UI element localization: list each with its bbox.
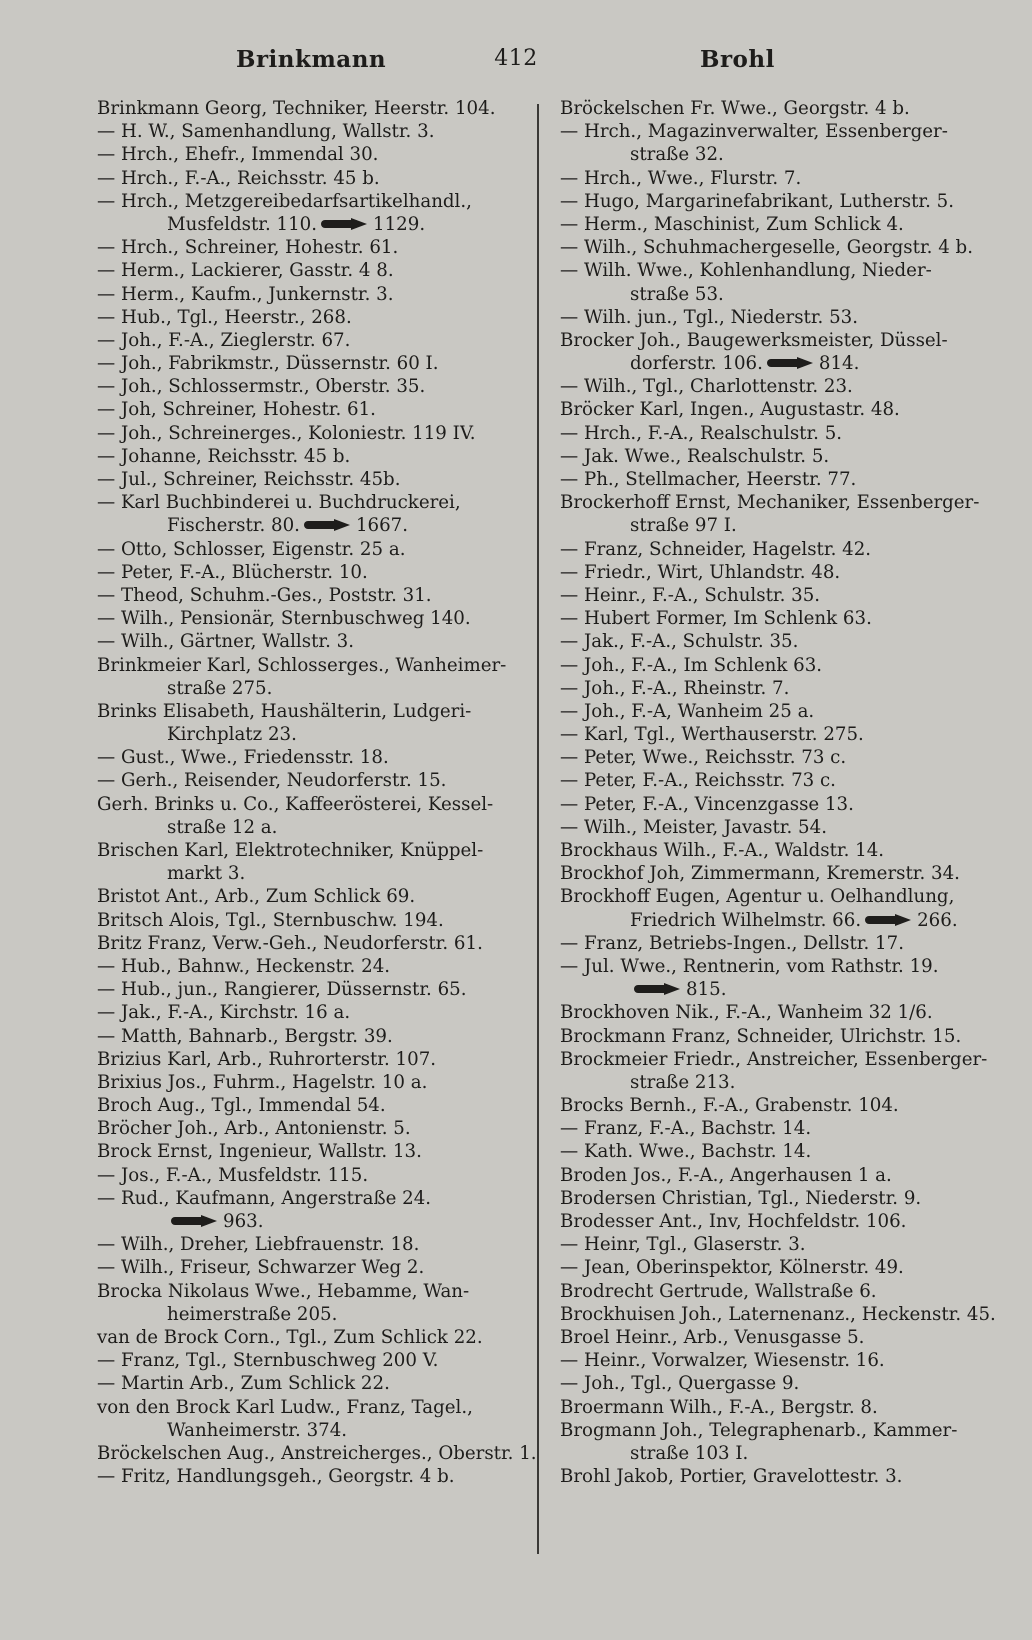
directory-entry-line <box>560 422 992 445</box>
entry-text: — H. W., Samenhandlung, Wallstr. 3. <box>97 121 435 143</box>
directory-entry-line <box>560 352 992 375</box>
directory-entry-line <box>97 422 517 445</box>
entry-text: — Wilh. jun., Tgl., Niederstr. 53. <box>560 306 859 328</box>
directory-entry-line <box>97 375 517 398</box>
directory-entry-line <box>560 329 992 352</box>
directory-entry-line <box>97 561 517 584</box>
entry-text: — Jul., Schreiner, Reichsstr. 45b. <box>97 469 401 490</box>
entry-text: Brodersen Christian, Tgl., Niederstr. 9. <box>560 1187 922 1209</box>
entry-text: — Joh., Schreinerges., Koloniestr. 119 IV. <box>97 422 476 444</box>
entry-text: Wanheimerstr. 374. <box>167 1419 348 1441</box>
directory-entry-line <box>97 885 517 908</box>
entry-text: Bröcker Karl, Ingen., Augustastr. 48. <box>560 399 900 421</box>
directory-entry-line <box>560 654 992 677</box>
entry-text: — Wilh., Tgl., Charlottenstr. 23. <box>560 376 853 398</box>
page-number: 412 <box>494 46 538 71</box>
directory-entry-line <box>97 1187 517 1210</box>
directory-entry-line <box>97 630 517 653</box>
directory-entry-line <box>560 839 992 862</box>
directory-entry-line <box>560 1001 992 1024</box>
entry-text: straße 213. <box>630 1071 736 1093</box>
directory-entry-line <box>560 561 992 584</box>
entry-text: — Otto, Schlosser, Eigenstr. 25 a. <box>97 538 406 560</box>
directory-entry-line <box>560 190 992 213</box>
directory-entry-line <box>560 932 992 955</box>
entry-text: — Hub., Bahnw., Heckenstr. 24. <box>97 955 391 977</box>
directory-entry-line <box>97 1465 517 1488</box>
directory-entry-line <box>97 1140 517 1163</box>
entry-text: Brocks Bernh., F.-A., Grabenstr. 104. <box>560 1095 899 1117</box>
directory-entry-line <box>97 329 517 352</box>
directory-entry-line <box>97 143 517 166</box>
directory-entry-line <box>560 793 992 816</box>
entry-text: 266. <box>917 909 958 931</box>
telephone-pointer-icon <box>321 218 369 231</box>
directory-entry-line <box>97 1233 517 1256</box>
directory-entry-line <box>560 213 992 236</box>
directory-entry-line <box>97 955 517 978</box>
directory-entry-line <box>97 816 517 839</box>
directory-entry-line <box>97 793 517 816</box>
directory-entry-line <box>97 1210 517 1233</box>
directory-entry-line <box>97 259 517 282</box>
entry-text: — Peter, F.-A., Blücherstr. 10. <box>97 561 368 583</box>
entry-text: — Hub., jun., Rangierer, Düssernstr. 65. <box>97 979 467 1001</box>
directory-entry-line <box>560 746 992 769</box>
entry-text: — Hub., Tgl., Heerstr., 268. <box>97 306 352 328</box>
entry-text: — Hrch., F.-A., Realschulstr. 5. <box>560 422 843 444</box>
entry-text: Brixius Jos., Fuhrm., Hagelstr. 10 a. <box>97 1071 428 1093</box>
directory-entry-line <box>560 700 992 723</box>
entry-text: Bröckelschen Fr. Wwe., Georgstr. 4 b. <box>560 98 910 119</box>
directory-entry-line <box>97 1349 517 1372</box>
entry-text: — Hrch., Metzgereibedarfsartikelhandl., <box>97 190 472 212</box>
directory-entry-line <box>560 1256 992 1279</box>
directory-entry-line <box>560 978 992 1001</box>
entry-text: — Joh., Fabrikmstr., Düssernstr. 60 I. <box>97 353 439 375</box>
directory-entry-line <box>560 1280 992 1303</box>
entry-text: 963. <box>223 1211 264 1232</box>
entry-text: straße 53. <box>630 283 724 305</box>
entry-text: — Karl Buchbinderei u. Buchdruckerei, <box>97 492 461 514</box>
directory-entry-line <box>560 1140 992 1163</box>
directory-entry-line <box>560 1094 992 1117</box>
directory-entry-line <box>97 1256 517 1279</box>
entry-text: — Jos., F.-A., Musfeldstr. 115. <box>97 1164 369 1186</box>
entry-text: — Hrch., F.-A., Reichsstr. 45 b. <box>97 167 380 189</box>
entry-text: — Franz, Tgl., Sternbuschweg 200 V. <box>97 1350 439 1372</box>
entry-text: Broch Aug., Tgl., Immendal 54. <box>97 1095 386 1117</box>
entry-text: 1129. <box>373 213 426 235</box>
entry-text: straße 275. <box>167 677 273 699</box>
directory-entry-line <box>560 769 992 792</box>
directory-entry-line <box>97 306 517 329</box>
directory-entry-line <box>560 306 992 329</box>
telephone-pointer-icon <box>304 519 352 532</box>
entry-text: — Heinr, Tgl., Glaserstr. 3. <box>560 1234 806 1256</box>
entry-text: straße 103 I. <box>630 1442 749 1464</box>
directory-entry-line <box>97 677 517 700</box>
directory-entry-line <box>560 398 992 421</box>
directory-entry-line <box>97 514 517 537</box>
directory-entry-line <box>97 97 517 120</box>
directory-entry-line <box>560 1164 992 1187</box>
entry-text: — Joh., F.-A., Rheinstr. 7. <box>560 677 790 699</box>
entry-text: — Karl, Tgl., Werthauserstr. 275. <box>560 724 864 746</box>
entry-text: Kirchplatz 23. <box>167 724 297 746</box>
directory-entry-line <box>560 1303 996 1326</box>
entry-text: — Joh, Schreiner, Hohestr. 61. <box>97 399 376 421</box>
header-right-keyword: Brohl <box>700 46 775 73</box>
entry-text: Bröckelschen Aug., Anstreicherges., Oberstr. 1. <box>97 1442 537 1464</box>
entry-text: — Jak., F.-A., Schulstr. 35. <box>560 631 799 653</box>
entry-text: — Hrch., Ehefr., Immendal 30. <box>97 144 379 166</box>
entry-text: straße 12 a. <box>167 816 278 838</box>
header-left-keyword: Brinkmann <box>236 46 387 73</box>
directory-entry-line <box>560 723 992 746</box>
directory-entry-line <box>97 1117 517 1140</box>
entry-text: — Wilh., Friseur, Schwarzer Weg 2. <box>97 1257 425 1279</box>
directory-entry-line <box>560 955 992 978</box>
entry-text: Friedrich Wilhelmstr. 66. <box>630 909 862 931</box>
directory-entry-line <box>97 584 517 607</box>
directory-entry-line <box>97 398 517 421</box>
directory-entry-line <box>97 978 517 1001</box>
directory-entry-line <box>560 514 992 537</box>
left-column <box>97 97 537 1488</box>
entry-text: Brockhoven Nik., F.-A., Wanheim 32 1/6. <box>560 1002 933 1024</box>
entry-text: — Joh., Schlossermstr., Oberstr. 35. <box>97 376 426 398</box>
entry-text: Brischen Karl, Elektrotechniker, Knüppel- <box>97 840 484 861</box>
entry-text: — Franz, Schneider, Hagelstr. 42. <box>560 538 872 560</box>
telephone-pointer-icon <box>767 357 815 370</box>
entry-text: — Peter, F.-A., Reichsstr. 73 c. <box>560 770 836 792</box>
directory-entry-line <box>97 607 517 630</box>
entry-text: — Ph., Stellmacher, Heerstr. 77. <box>560 469 857 490</box>
entry-text: straße 32. <box>630 144 724 166</box>
entry-text: — Gerh., Reisender, Neudorferstr. 15. <box>97 770 447 792</box>
directory-entry-line <box>560 375 992 398</box>
entry-text: Brinkmeier Karl, Schlosserges., Wanheimer- <box>97 654 507 676</box>
entry-text: — Jak., F.-A., Kirchstr. 16 a. <box>97 1002 351 1024</box>
directory-entry-line <box>97 1001 517 1024</box>
column-divider <box>537 104 539 1554</box>
directory-entry-line <box>560 236 992 259</box>
entry-text: Musfeldstr. 110. <box>167 213 318 235</box>
directory-entry-line <box>560 885 992 908</box>
directory-entry-line <box>97 839 517 862</box>
directory-entry-line <box>560 1372 992 1395</box>
entry-text: Brinks Elisabeth, Haushälterin, Ludgeri- <box>97 700 472 722</box>
entry-text: — Gust., Wwe., Friedensstr. 18. <box>97 747 389 769</box>
directory-entry-line <box>560 1210 992 1233</box>
directory-entry-line <box>97 932 517 955</box>
directory-entry-line <box>97 1094 517 1117</box>
telephone-pointer-icon <box>865 914 913 927</box>
entry-text: Brockhof Joh, Zimmermann, Kremerstr. 34. <box>560 863 960 885</box>
entry-text: — Wilh., Pensionär, Sternbuschweg 140. <box>97 608 471 630</box>
directory-entry-line <box>97 1164 517 1187</box>
entry-text: — Wilh. Wwe., Kohlenhandlung, Nieder- <box>560 260 932 282</box>
entry-text: Brockhaus Wilh., F.-A., Waldstr. 14. <box>560 840 885 861</box>
directory-entry-line <box>97 1025 517 1048</box>
entry-text: Brock Ernst, Ingenieur, Wallstr. 13. <box>97 1141 422 1163</box>
directory-entry-line <box>97 445 517 468</box>
directory-entry-line <box>560 259 992 282</box>
directory-entry-line <box>97 1442 537 1465</box>
entry-text: — Friedr., Wirt, Uhlandstr. 48. <box>560 561 841 583</box>
entry-text: — Heinr., F.-A., Schulstr. 35. <box>560 584 821 606</box>
directory-entry-line <box>560 1326 992 1349</box>
directory-entry-line <box>560 491 992 514</box>
directory-entry-line <box>560 468 992 491</box>
directory-entry-line <box>560 1025 992 1048</box>
entry-text: — Hrch., Magazinverwalter, Essenberger- <box>560 121 948 143</box>
entry-text: — Hubert Former, Im Schlenk 63. <box>560 608 872 630</box>
entry-text: — Martin Arb., Zum Schlick 22. <box>97 1373 390 1395</box>
directory-entry-line <box>560 677 992 700</box>
entry-text: — Herm., Maschinist, Zum Schlick 4. <box>560 213 904 235</box>
entry-text: — Heinr., Vorwalzer, Wiesenstr. 16. <box>560 1350 885 1372</box>
directory-entry-line <box>97 909 517 932</box>
entry-text: von den Brock Karl Ludw., Franz, Tagel., <box>97 1396 473 1418</box>
entry-text: — Jak. Wwe., Realschulstr. 5. <box>560 445 830 467</box>
entry-text: — Fritz, Handlungsgeh., Georgstr. 4 b. <box>97 1466 455 1488</box>
directory-entry-line <box>97 1396 517 1419</box>
directory-entry-line <box>97 538 517 561</box>
entry-text: Brockhoff Eugen, Agentur u. Oelhandlung, <box>560 886 955 908</box>
entry-text: — Wilh., Schuhmachergeselle, Georgstr. 4 b. <box>560 237 973 259</box>
entry-text: Brinkmann Georg, Techniker, Heerstr. 104. <box>97 98 496 119</box>
directory-entry-line <box>97 491 517 514</box>
directory-entry-line <box>97 1419 517 1442</box>
entry-text: — Hugo, Margarinefabrikant, Lutherstr. 5. <box>560 190 955 212</box>
entry-text: Brockmann Franz, Schneider, Ulrichstr. 15. <box>560 1025 962 1047</box>
entry-text: — Peter, F.-A., Vincenzgasse 13. <box>560 793 854 815</box>
entry-text: dorferstr. 106. <box>630 353 763 375</box>
directory-entry-line <box>97 1303 517 1326</box>
entry-text: — Wilh., Gärtner, Wallstr. 3. <box>97 631 354 653</box>
directory-entry-line <box>97 746 517 769</box>
directory-entry-line <box>97 1280 517 1303</box>
entry-text: — Hrch., Schreiner, Hohestr. 61. <box>97 237 399 259</box>
directory-entry-line <box>560 445 992 468</box>
entry-text: Broden Jos., F.-A., Angerhausen 1 a. <box>560 1164 892 1186</box>
directory-entry-line <box>97 1372 517 1395</box>
entry-text: Broermann Wilh., F.-A., Bergstr. 8. <box>560 1396 878 1418</box>
entry-text: Brodrecht Gertrude, Wallstraße 6. <box>560 1280 877 1302</box>
entry-text: heimerstraße 205. <box>167 1303 338 1325</box>
entry-text: Brohl Jakob, Portier, Gravelottestr. 3. <box>560 1466 903 1488</box>
directory-entry-line <box>560 1419 992 1442</box>
directory-entry-line <box>97 352 517 375</box>
directory-entry-line <box>560 1349 992 1372</box>
entry-text: — Johanne, Reichsstr. 45 b. <box>97 445 351 467</box>
directory-entry-line <box>560 1465 992 1488</box>
entry-text: — Joh., F.-A., Zieglerstr. 67. <box>97 329 351 351</box>
directory-entry-line <box>97 190 517 213</box>
telephone-pointer-icon <box>171 1215 219 1228</box>
entry-text: — Wilh., Meister, Javastr. 54. <box>560 816 827 838</box>
directory-entry-line <box>560 143 992 166</box>
directory-entry-line <box>97 862 517 885</box>
entry-text: Brocka Nikolaus Wwe., Hebamme, Wan- <box>97 1280 470 1302</box>
entry-text: — Hrch., Wwe., Flurstr. 7. <box>560 167 802 189</box>
entry-text: markt 3. <box>167 863 246 885</box>
entry-text: — Theod, Schuhm.-Ges., Poststr. 31. <box>97 584 432 606</box>
entry-text: Brogmann Joh., Telegraphenarb., Kammer- <box>560 1419 958 1441</box>
directory-entry-line <box>560 1048 992 1071</box>
directory-entry-line <box>97 1326 517 1349</box>
entry-text: — Herm., Kaufm., Junkernstr. 3. <box>97 283 394 305</box>
directory-entry-line <box>97 167 517 190</box>
directory-entry-line <box>560 1117 992 1140</box>
directory-entry-line <box>97 283 517 306</box>
telephone-pointer-icon <box>634 983 682 996</box>
directory-entry-line <box>97 1048 517 1071</box>
entry-text: — Joh., F.-A., Im Schlenk 63. <box>560 654 823 676</box>
entry-text: — Herm., Lackierer, Gasstr. 4 8. <box>97 260 394 282</box>
directory-entry-line <box>560 1442 992 1465</box>
directory-entry-line <box>97 654 517 677</box>
directory-entry-line <box>560 283 992 306</box>
directory-entry-line <box>97 468 517 491</box>
directory-entry-line <box>560 909 992 932</box>
entry-text: — Joh., F.-A, Wanheim 25 a. <box>560 700 815 722</box>
entry-text: Britz Franz, Verw.-Geh., Neudorferstr. 61. <box>97 932 483 954</box>
entry-text: Fischerstr. 80. <box>167 515 300 537</box>
entry-text: — Jean, Oberinspektor, Kölnerstr. 49. <box>560 1257 904 1279</box>
directory-entry-line <box>97 700 517 723</box>
entry-text: Bröcher Joh., Arb., Antonienstr. 5. <box>97 1118 411 1140</box>
directory-entry-line <box>560 1396 992 1419</box>
entry-text: Brockhuisen Joh., Laternenanz., Heckenstr. 45. <box>560 1303 996 1325</box>
directory-entry-line <box>560 1071 992 1094</box>
directory-entry-line <box>560 862 992 885</box>
directory-entry-line <box>97 120 517 143</box>
entry-text: van de Brock Corn., Tgl., Zum Schlick 22. <box>97 1326 483 1348</box>
directory-entry-line <box>560 120 992 143</box>
entry-text: — Wilh., Dreher, Liebfrauenstr. 18. <box>97 1234 420 1256</box>
directory-entry-line <box>97 236 517 259</box>
right-column <box>560 97 996 1488</box>
entry-text: Brizius Karl, Arb., Ruhrorterstr. 107. <box>97 1048 437 1070</box>
directory-entry-line <box>560 816 992 839</box>
directory-entry-line <box>560 167 992 190</box>
directory-entry-line <box>97 723 517 746</box>
directory-entry-line <box>97 769 517 792</box>
entry-text: Brockmeier Friedr., Anstreicher, Essenberger- <box>560 1048 988 1070</box>
directory-entry-line <box>560 1233 992 1256</box>
entry-text: 814. <box>818 353 860 375</box>
entry-text: straße 97 I. <box>630 515 737 537</box>
entry-text: — Joh., Tgl., Quergasse 9. <box>560 1373 800 1395</box>
entry-text: — Kath. Wwe., Bachstr. 14. <box>560 1141 812 1163</box>
entry-text: Brodesser Ant., Inv, Hochfeldstr. 106. <box>560 1211 907 1232</box>
entry-text: Broel Heinr., Arb., Venusgasse 5. <box>560 1326 865 1348</box>
entry-text: Britsch Alois, Tgl., Sternbuschw. 194. <box>97 909 444 931</box>
entry-text: Gerh. Brinks u. Co., Kaffeerösterei, Kessel- <box>97 793 494 815</box>
directory-entry-line <box>97 213 517 236</box>
entry-text: Brockerhoff Ernst, Mechaniker, Essenberger- <box>560 492 980 514</box>
entry-text: — Peter, Wwe., Reichsstr. 73 c. <box>560 747 847 769</box>
entry-text: — Franz, F.-A., Bachstr. 14. <box>560 1118 812 1140</box>
entry-text: — Franz, Betriebs-Ingen., Dellstr. 17. <box>560 932 904 954</box>
directory-entry-line <box>560 538 992 561</box>
directory-entry-line <box>560 97 992 120</box>
entry-text: — Jul. Wwe., Rentnerin, vom Rathstr. 19. <box>560 955 939 977</box>
entry-text: 815. <box>686 979 727 1001</box>
directory-entry-line <box>560 584 992 607</box>
entry-text: — Matth, Bahnarb., Bergstr. 39. <box>97 1025 393 1047</box>
directory-entry-line <box>97 1071 517 1094</box>
directory-entry-line <box>560 607 992 630</box>
directory-entry-line <box>560 630 992 653</box>
entry-text: 1667. <box>355 515 409 537</box>
directory-entry-line <box>560 1187 992 1210</box>
entry-text: — Rud., Kaufmann, Angerstraße 24. <box>97 1187 432 1209</box>
entry-text: Bristot Ant., Arb., Zum Schlick 69. <box>97 886 416 908</box>
entry-text: Brocker Joh., Baugewerksmeister, Düssel- <box>560 329 948 351</box>
